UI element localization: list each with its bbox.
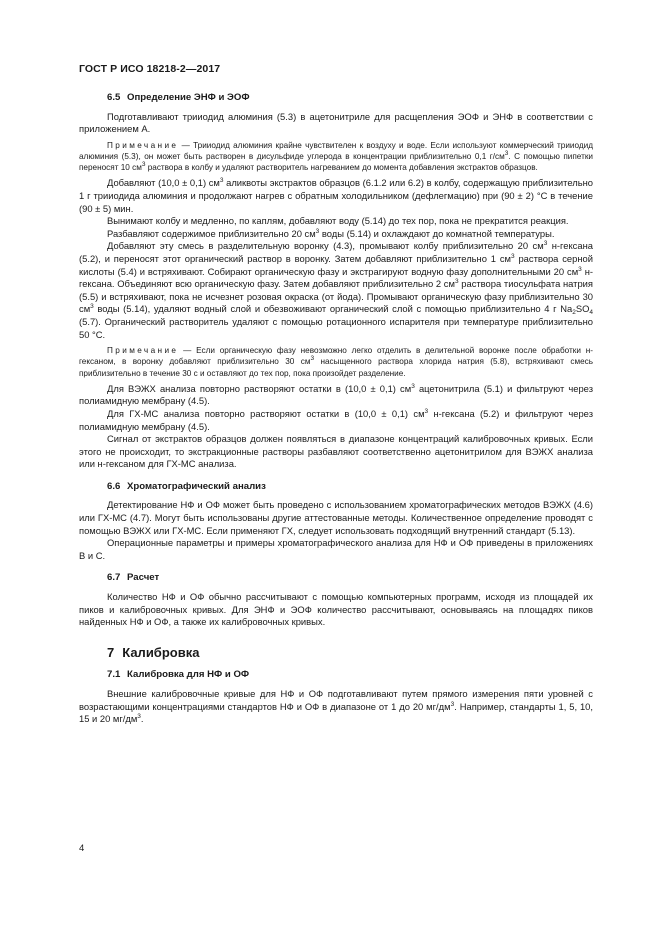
paragraph xyxy=(79,688,593,726)
document-header: ГОСТ Р ИСО 18218-2—2017 xyxy=(79,63,221,75)
section-number: 6.5 xyxy=(107,92,121,103)
superscript: 3 xyxy=(450,700,455,708)
section-title: Хроматографический анализ xyxy=(127,480,266,492)
superscript: 3 xyxy=(141,161,146,169)
superscript: 3 xyxy=(504,149,509,157)
note-text: раствора в колбу и удаляют растворитель нагреванием до момента добавления экстрактов образцов. xyxy=(145,163,538,173)
page-number: 4 xyxy=(79,843,85,854)
paragraph-text: ацетонитрила (5.1) и фильтруют через полиамидную мембрану (4.5). xyxy=(79,382,593,407)
paragraph xyxy=(79,499,593,537)
section-title: Расчет xyxy=(127,572,160,584)
section-title: Калибровка для НФ и ОФ xyxy=(127,669,250,681)
section-title: Калибровка xyxy=(122,644,200,660)
section-number: 7.1 xyxy=(107,669,121,681)
superscript: 3 xyxy=(315,227,320,235)
superscript: 3 xyxy=(411,382,415,390)
paragraph-text: н-гексана (5.2), и переносят этот органический раствор в воронку. Затем добавляют приблизительно 1 см xyxy=(79,240,593,264)
section-title: Определение ЭНФ и ЭОФ xyxy=(127,92,250,103)
note-label: Примечание xyxy=(107,140,179,150)
superscript: 3 xyxy=(90,303,94,311)
note-text: — Трииодид алюминия крайне чувствителен к воздуху и воде. Если используют коммерческий трииодид алюминия (5.3), он может быть растворен в дисульфиде углерода в концентрации приблизительно 0,1 г/см xyxy=(79,140,593,161)
section-number: 6.7 xyxy=(107,572,121,584)
paragraph xyxy=(79,383,593,408)
section-7-heading xyxy=(79,644,593,660)
superscript: 3 xyxy=(310,355,315,363)
paragraph-text: Внешние калибровочные кривые для НФ и ОФ подготавливают путем прямого измерения пяти уровней с возрастающими концентрациями стандартов НФ и ОФ в диапазоне от 1 до 20 мг/дм xyxy=(79,688,593,712)
section-number: 7 xyxy=(107,644,115,660)
superscript: 3 xyxy=(454,278,459,286)
paragraph-text: Сигнал от экстрактов образцов должен появляться в диапазоне концентраций калибровочных кривых. Если этого не происходит, то экстракционные растворы разбавляют соответственно ацетонитрилом для ВЭЖХ анализа или н-гексаном для ГХ-МС анализа. xyxy=(79,433,593,470)
paragraph-text: Для ГХ-МС анализа повторно растворяют остатки в (10,0 ± 0,1) см xyxy=(107,407,425,419)
paragraph-text: н-гексана (5.2) и фильтруют через полиамидную мембрану (4.5). xyxy=(79,407,593,432)
note-label: Примечание xyxy=(107,346,179,356)
paragraph-text: SO xyxy=(575,303,590,315)
section-number: 6.6 xyxy=(107,480,121,492)
paragraph-text: Вынимают колбу и медленно, по каплям, добавляют воду (5.14) до тех пор, пока не прекратится реакция. xyxy=(107,215,569,227)
superscript: 3 xyxy=(543,240,548,248)
paragraph-text: Количество НФ и ОФ обычно рассчитывают с помощью компьютерных программ, исходя из площадей их пиков и калибровочных кривых. Для ЭНФ и ЭОФ количество рассчитывают, основываясь на площадях пиков найденных НФ и ОФ, а также их калибровочных кривых. xyxy=(79,591,593,628)
paragraph-text: Добавляют эту смесь в разделительную воронку (4.3), промывают колбу приблизительно 20 см xyxy=(107,240,544,252)
superscript: 3 xyxy=(137,713,141,721)
paragraph xyxy=(79,433,593,471)
section-6-7-heading xyxy=(79,572,593,585)
superscript: 3 xyxy=(424,407,429,415)
paragraph-text: воды (5.14), удаляют водный слой и обезвоживают органический слой с помощью приблизительно 4 г Na xyxy=(93,303,573,315)
paragraph-text: Добавляют (10,0 ± 0,1) см xyxy=(107,177,220,189)
paragraph-text: аликвоты экстрактов образцов (6.1.2 или 6.2) в колбу, содержащую приблизительно 1 г трииодида алюминия и продолжают нагрев с обратным холодильником (дефлегмацию) при (90 ± 2) °С в течение (90 ± 5) мин. xyxy=(79,177,594,214)
note xyxy=(79,345,593,379)
note-text: . С помощью пипетки переносят 10 см xyxy=(79,151,593,173)
note-text: насыщенного раствора хлорида натрия (5.8), встряхивают смесь приблизительно в течение 30 с и оставляют до тех пор, пока произойдет разделение. xyxy=(79,357,594,378)
paragraph xyxy=(79,537,593,562)
paragraph-text: . xyxy=(140,713,144,725)
paragraph-text: раствора серной кислоты (5.4) и встряхивают. Собирают органическую фазу и экстрагируют водную фазу дополнительными 20 см xyxy=(79,252,593,277)
superscript: 3 xyxy=(578,265,582,273)
subscript: 2 xyxy=(572,309,576,317)
paragraph-text: Для ВЭЖХ анализа повторно растворяют остатки в (10,0 ± 0,1) см xyxy=(107,382,412,394)
section-6-5-heading xyxy=(79,92,593,105)
superscript: 3 xyxy=(511,252,515,260)
paragraph xyxy=(79,177,593,215)
paragraph-text: Подготавливают трииодид алюминия (5.3) в ацетонитриле для расщепления ЭОФ и ЭНФ в соответствии с приложением А. xyxy=(79,110,593,135)
page-content xyxy=(79,92,593,726)
section-7-1-heading xyxy=(79,669,593,682)
paragraph-text: Операционные параметры и примеры хроматографического анализа для НФ и ОФ приведены в приложениях В и С. xyxy=(79,537,593,561)
note-text: — Если органическую фазу невозможно легко отделить в делительной воронке после обработки н-гексаном, в воронку добавляют приблизительно 30 см xyxy=(79,346,593,367)
paragraph-text: Детектирование НФ и ОФ может быть проведено с использованием хроматографических методов ВЭЖХ (4.6) или ГХ-МС (4.7). Могут быть использованы другие аттестованные методы. Количественное определение проводят с помощью ВЭЖХ или ГХ-МС. Если применяют ГХ, следует использовать подходящий внутренний стандарт (5.13). xyxy=(79,499,593,536)
paragraph-text: воды (5.14) и охлаждают до комнатной температуры. xyxy=(319,227,555,239)
paragraph-text: . Например, стандарты 1, 5, 10, 15 и 20 мг/дм xyxy=(79,700,594,725)
paragraph xyxy=(79,408,593,433)
paragraph xyxy=(79,591,593,629)
paragraph xyxy=(79,240,593,341)
paragraph-text: (5.7). Органический растворитель удаляют с помощью ротационного испарителя при температуре приблизительно 50 °С. xyxy=(79,315,593,340)
section-6-6-heading xyxy=(79,481,593,494)
paragraph-text: н-гексана. Объединяют всю органическую фазу. Затем добавляют приблизительно 2 см xyxy=(79,265,593,290)
paragraph-text: Разбавляют содержимое приблизительно 20 см xyxy=(107,227,316,239)
superscript: 3 xyxy=(219,177,224,185)
paragraph xyxy=(79,111,593,136)
note xyxy=(79,140,593,174)
subscript: 4 xyxy=(589,309,593,317)
paragraph-text: раствора тиосульфата натрия (5.5) и встряхивают, пока не исчезнет розовая окраска (от йода). Промывают органическую фазу приблизительно 30 см xyxy=(79,278,593,315)
paragraph xyxy=(79,228,593,241)
paragraph xyxy=(79,215,593,228)
